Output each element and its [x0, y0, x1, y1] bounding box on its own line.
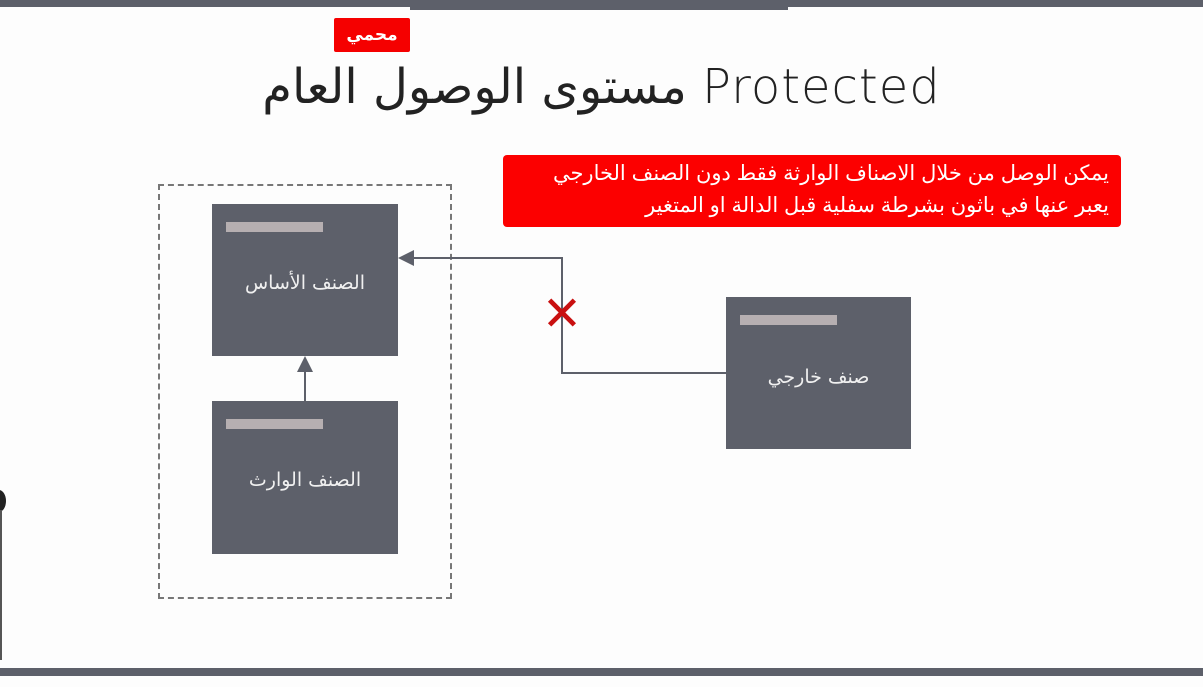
bottom-frame-bar — [0, 668, 1203, 687]
class-header-bar — [740, 315, 837, 325]
protected-badge: محمي — [334, 18, 410, 52]
base-class-label: الصنف الأساس — [244, 272, 365, 294]
note-line-2: يعبر عنها في باثون بشرطة سفلية قبل الدالة او المتغير — [645, 194, 1109, 217]
derived-class-label: الصنف الوارث — [248, 469, 362, 491]
handle-line — [0, 510, 2, 660]
class-header-bar — [226, 419, 323, 429]
base-class-box — [212, 204, 398, 356]
handle-knob[interactable] — [0, 490, 6, 512]
derived-class-box — [212, 401, 398, 554]
left-edge-handle[interactable] — [0, 490, 8, 660]
class-header-bar — [226, 222, 323, 232]
slide-title: مستوى الوصول العام Protected — [262, 59, 941, 115]
external-class-label: صنف خارجي — [767, 366, 870, 388]
top-frame-notch — [410, 0, 788, 10]
access-denied-cross: ✕ — [541, 286, 583, 342]
external-class-box — [726, 297, 911, 449]
explanation-note — [503, 155, 1121, 227]
note-line-1: يمكن الوصل من خلال الاصناف الوارثة فقط دون الصنف الخارجي — [552, 162, 1109, 185]
